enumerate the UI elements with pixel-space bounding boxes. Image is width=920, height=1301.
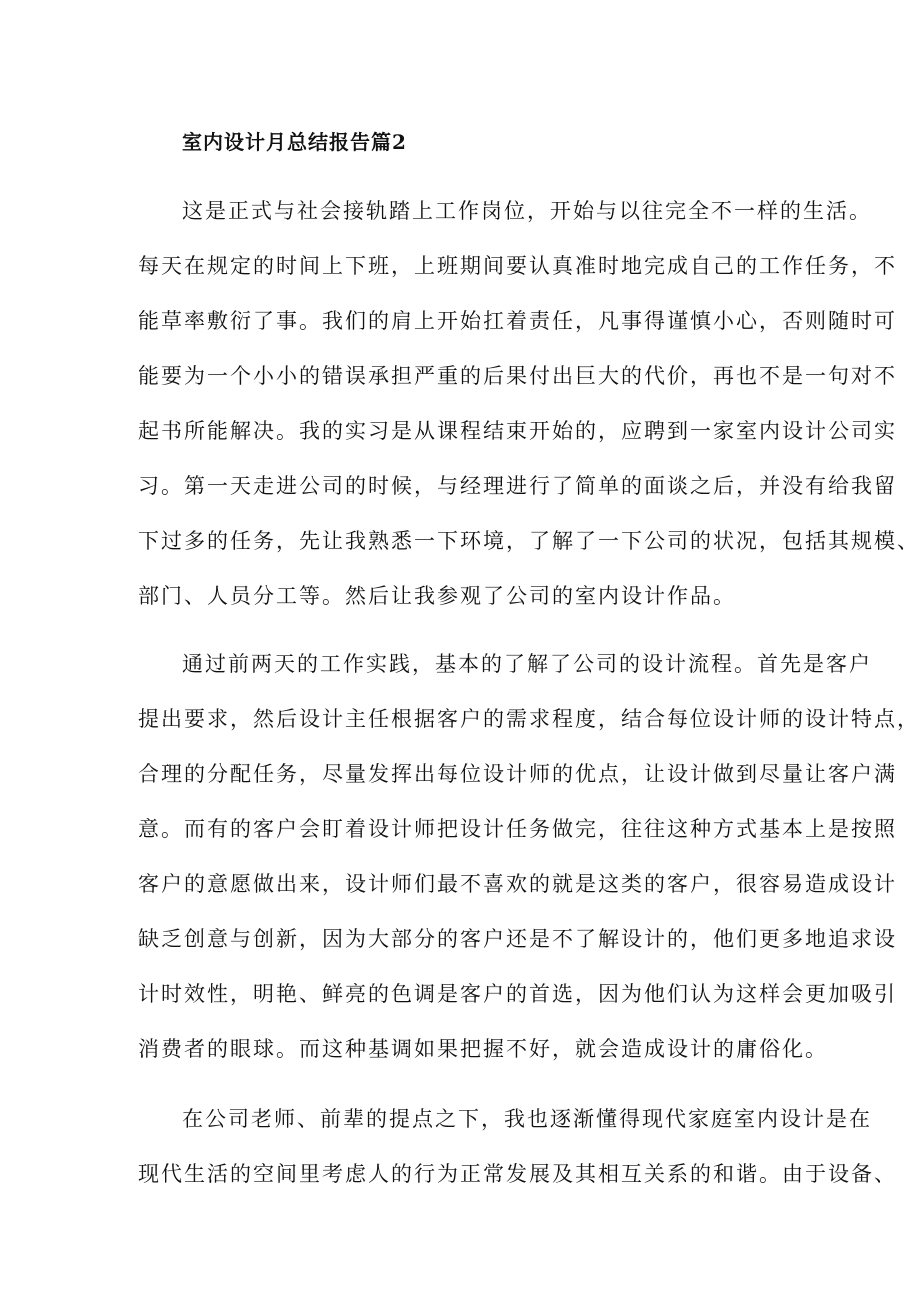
paragraph-2-line-2: 提出要求，然后设计主任根据客户的需求程度，结合每位设计师的设计特点， [138,707,920,731]
paragraph-1-line-6: 习。第一天走进公司的时候，与经理进行了简单的面谈之后，并没有给我留 [138,474,897,498]
paragraph-1-line-2: 每天在规定的时间上下班，上班期间要认真准时地完成自己的工作任务，不 [138,254,897,278]
paragraph-3-line-2: 现代生活的空间里考虑人的行为正常发展及其相互关系的和谐。由于设备、 [138,1162,897,1186]
paragraph-1-line-3: 能草率敷衍了事。我们的肩上开始扛着责任，凡事得谨慎小心，否则随时可 [138,309,897,333]
paragraph-2-line-7: 计时效性，明艳、鲜亮的色调是客户的首选，因为他们认为这样会更加吸引 [138,982,897,1006]
paragraph-1-line-4: 能要为一个小小的错误承担严重的后果付出巨大的代价，再也不是一句对不 [138,364,897,388]
paragraph-2-line-8: 消费者的眼球。而这种基调如果把握不好，就会造成设计的庸俗化。 [138,1037,828,1061]
document-title: 室内设计月总结报告篇2 [182,130,407,154]
paragraph-2-line-4: 意。而有的客户会盯着设计师把设计任务做完，往往这种方式基本上是按照 [138,817,897,841]
paragraph-1-line-5: 起书所能解决。我的实习是从课程结束开始的，应聘到一家室内设计公司实 [138,419,897,443]
paragraph-2-line-6: 缺乏创意与创新，因为大部分的客户还是不了解设计的，他们更多地追求设 [138,927,897,951]
paragraph-2-line-1: 通过前两天的工作实践，基本的了解了公司的设计流程。首先是客户 [182,652,872,676]
paragraph-1-line-8: 部门、人员分工等。然后让我参观了公司的室内设计作品。 [138,584,736,608]
paragraph-1-line-1: 这是正式与社会接轨踏上工作岗位，开始与以往完全不一样的生活。 [182,199,872,223]
paragraph-2-line-5: 客户的意愿做出来，设计师们最不喜欢的就是这类的客户，很容易造成设计 [138,872,897,896]
paragraph-3-line-1: 在公司老师、前辈的提点之下，我也逐渐懂得现代家庭室内设计是在 [182,1107,872,1131]
paragraph-1-line-7: 下过多的任务，先让我熟悉一下环境，了解了一下公司的状况，包括其规模、 [138,529,920,553]
paragraph-2-line-3: 合理的分配任务，尽量发挥出每位设计师的优点，让设计做到尽量让客户满 [138,762,897,786]
